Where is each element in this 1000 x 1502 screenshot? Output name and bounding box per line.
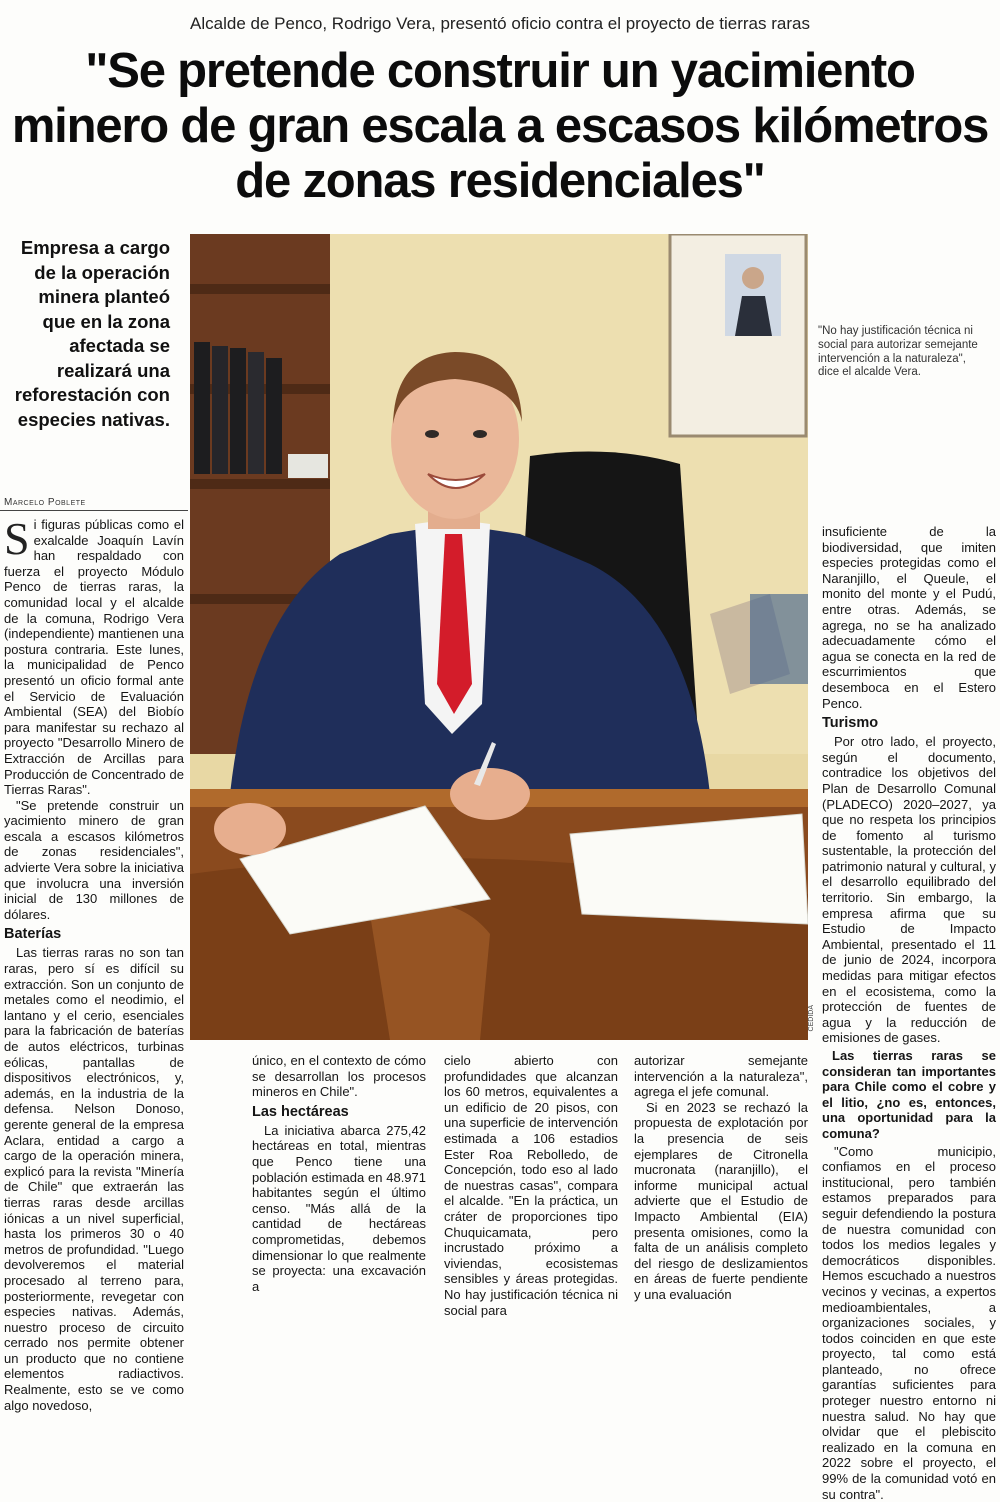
section-heading-baterias: Baterías — [4, 926, 62, 943]
article-paragraph — [4, 513, 184, 798]
article-paragraph: cielo abierto con profundidades que alcanzan los 60 metros, equivalentes a un edificio de 20 pisos, con una superficie de intervención estimada a 106 estadios Ester Roa Rebolledo, de Concepción, todo eso al lado de nuestras casas", compara el alcalde. "En la práctica, un cráter de proporciones tipo Chuquicamata, pero incrustado próximo a viviendas, ecosistemas sensibles y áreas protegidas. No hay justificación técnica ni social para — [444, 1053, 618, 1318]
drop-cap: S — [4, 513, 30, 564]
headline — [0, 44, 1000, 209]
byline: Marcelo Poblete — [4, 497, 86, 508]
article-paragraph: Las tierras raras no son tan raras, pero sí es difícil su extracción. Son un conjunto de metales como el neodimio, el lantano y el cerio, esenciales para la fabricación de baterías de autos eléctricos, turbinas eólicas, pantallas de dispositivos electrónicos, y, además, en la industria de la defensa. Nelson Donoso, gerente general de la empresa Aclara, entidad a cargo a cargo de la operación minera, explicó para la revista "Minería de Chile" que extraerán las tierras raras desde arcillas iónicas a un nivel superficial, hasta los primeros 30 o 40 metros de profundidad. "Luego devolveremos el material procesado al terreno para, posteriormente, revegetar con especies nativas. Además, nuestro proceso de circuito cerrado nos permite obtener un producto que no contiene elementos radiactivos. Realmente, esto se ve como algo novedoso, — [4, 945, 184, 1413]
headline-line-3: de zonas residenciales" — [235, 154, 765, 208]
article-paragraph: La iniciativa abarca 275,42 hectáreas en total, mientras que Penco tiene una población estimada en 48.971 habitantes según el último censo. "Más allá de la cantidad de hectáreas comprometidas, debemos dimensionar lo que realmente se proyecta: una excavación a — [252, 1122, 426, 1294]
photo-caption: "No hay justificación técnica ni social para autorizar semejante intervención a la naturaleza", dice el alcalde Vera. — [818, 325, 978, 379]
article-column-1 — [4, 513, 184, 1413]
article-column-3 — [444, 1053, 618, 1318]
section-heading-hectareas: Las hectáreas — [252, 1103, 349, 1120]
kicker: Alcalde de Penco, Rodrigo Vera, presentó oficio contra el proyecto de tierras raras — [190, 14, 810, 33]
article-column-4 — [634, 1053, 808, 1303]
photo-credit: CEDIDA — [808, 1005, 815, 1032]
byline-rule — [0, 510, 188, 511]
paragraph-text: i figuras públicas como el exalcalde Joaquín Lavín han respaldado con fuerza el proyecto Módulo Penco de tierras raras, la comunidad local y el alcalde de la comuna, Rodrigo Vera (independiente) mantienen una postura contraria. Este lunes, la municipalidad de Penco presentó un oficio formal ante el Servicio de Evaluación Ambiental (SEA) del Biobío para manifestar su rechazo al proyecto "Desarrollo Minero de Extracción de Arcillas para Producción de Concentrado de Tierras Raras". — [4, 517, 184, 798]
article-column-2 — [252, 1053, 426, 1294]
mayor-photo — [190, 234, 808, 1040]
deck-summary: Empresa a cargo de la operación minera planteó que en la zona afectada se realizará una reforestación con especies nativas. — [14, 237, 170, 430]
article-paragraph: único, en el contexto de cómo se desarrollan los procesos mineros en Chile". — [252, 1053, 426, 1100]
article-paragraph: Por otro lado, el proyecto, según el documento, contradice los objetivos del Plan de Desarrollo Comunal (PLADECO) 2020–2027, ya que no respeta los principios de fomento al turismo sustentable, la protección del patrimonio natural y cultural, y el desarrollo equilibrado del territorio. Sin embargo, la empresa afirma que su Estudio de Impacto Ambiental, presentado el 11 de junio de 2024, incorpora medidas para mitigar efectos en el ecosistema, como la protección de fuentes de agua y la reducción de emisiones de gases. — [822, 734, 996, 1046]
interview-question: Las tierras raras se consideran tan importantes para Chile como el cobre y el litio, ¿no es, entonces, una oportunidad para la comuna? — [822, 1048, 996, 1141]
article-paragraph: autorizar semejante intervención a la naturaleza", agrega el jefe comunal. — [634, 1053, 808, 1100]
article-paragraph: "Como municipio, confiamos en el proceso institucional, pero también estamos preparados para seguir defendiendo la postura de nuestra comunidad con todos los medios legales y democráticos disponibles. Hemos escuchado a nuestros vecinos y vecinas, a expertos medioambientales, a organizaciones sociales, y todos coinciden en que este proyecto, tal como está planteado, no ofrece garantías suficientes para proteger nuestro entorno ni nuestra salud. No hay que olvidar que el plebiscito realizado en la comuna en 2022 sobre el proyecto, el 99% de la comunidad votó en su contra". — [822, 1143, 996, 1502]
photo-illustration — [190, 234, 808, 1040]
article-paragraph: "Se pretende construir un yacimiento minero de gran escala a escasos kilómetros de zonas residenciales", advierte Vera sobre la iniciativa que involucra una inversión inicial de 130 millones de dólares. — [4, 797, 184, 922]
article-paragraph: insuficiente de la biodiversidad, que imiten especies protegidas como el Naranjillo, el Queule, el monito del monte y el Pudú, entre otras. Además, se agrega, no se ha analizado adecuadamente cómo el agua se conecta en la red de escurrimientos que desemboca en el Estero Penco. — [822, 524, 996, 711]
headline-line-2: minero de gran escala a escasos kilómetros — [11, 99, 989, 153]
headline-line-1: "Se pretende construir un yacimiento — [85, 44, 915, 98]
section-heading-turismo: Turismo — [822, 715, 879, 732]
article-paragraph: Si en 2023 se rechazó la propuesta de explotación por la presencia de seis ejemplares de Citronella mucronata (naranjillo), el informe municipal actual advierte que el Estudio de Impacto Ambiental (EIA) presenta omisiones, como la falta de un análisis completo del riesgo de deslizamientos en áreas de fuerte pendiente y una evaluación — [634, 1099, 808, 1302]
article-column-5 — [822, 524, 996, 1502]
